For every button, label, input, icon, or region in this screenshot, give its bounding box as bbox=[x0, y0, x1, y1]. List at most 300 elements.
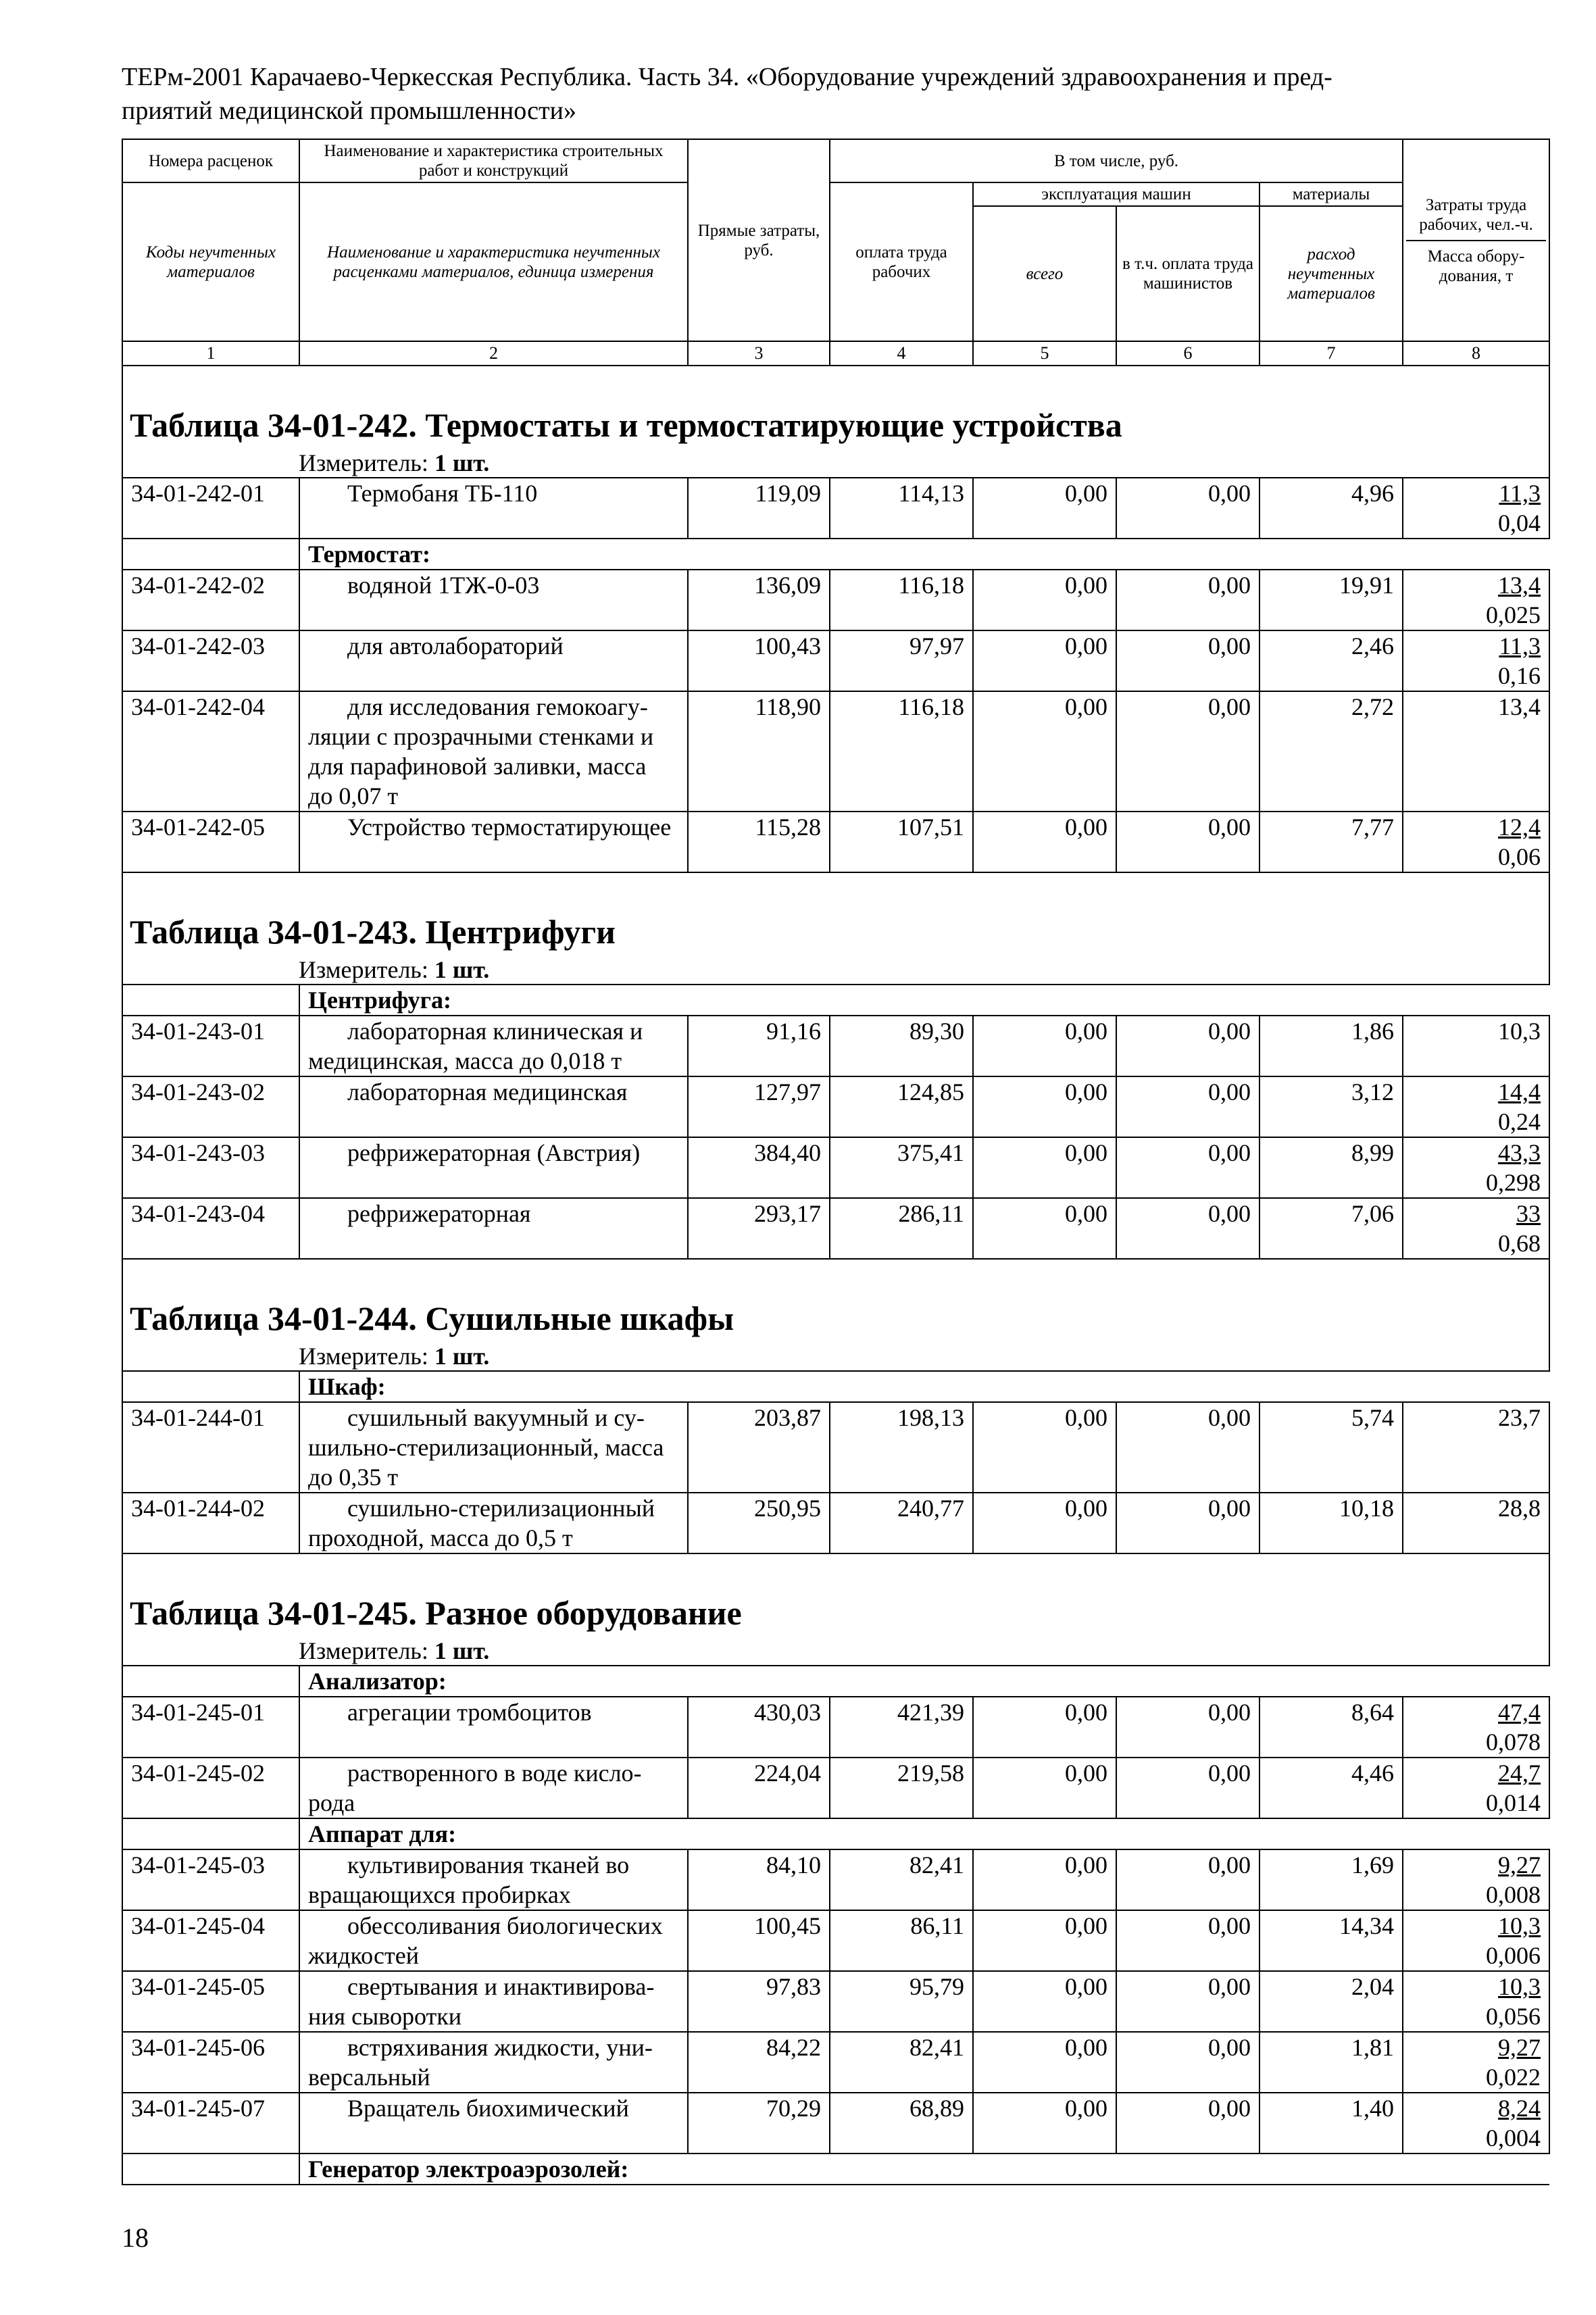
machine-cost: 0,00 bbox=[973, 478, 1116, 539]
col-header-labor-pay: оплата труда рабочих bbox=[830, 182, 973, 341]
rate-name-continuation: шильно-стерилизационный, масса bbox=[308, 1434, 664, 1461]
direct-cost: 118,90 bbox=[688, 691, 830, 812]
rate-name-line: встряхивания жидкости, уни- bbox=[347, 2034, 653, 2061]
table-gap bbox=[122, 1259, 1549, 1291]
machinist-pay: 0,00 bbox=[1116, 478, 1260, 539]
gap-cell bbox=[122, 1553, 1549, 1585]
rate-name-line: лабораторная клиническая и bbox=[347, 1018, 643, 1045]
rate-code: 34-01-245-05 bbox=[122, 1971, 299, 2032]
document-header-line-1: ТЕРм-2001 Карачаево-Черкесская Республика. Часть 34. «Оборудование учреждений здравоохранения и пред- bbox=[122, 63, 1332, 91]
rate-name-line: водяной 1ТЖ-0-03 bbox=[347, 572, 540, 599]
rate-name-continuation: жидкостей bbox=[308, 1942, 419, 1969]
measure-value: 1 шт. bbox=[434, 1637, 490, 1664]
machine-cost: 0,00 bbox=[973, 1076, 1116, 1137]
table-row bbox=[122, 1697, 1549, 1758]
rate-name bbox=[299, 1016, 688, 1076]
rate-code: 34-01-242-04 bbox=[122, 691, 299, 812]
table-title: Таблица 34-01-244. Сушильные шкафы bbox=[122, 1291, 1549, 1342]
direct-cost: 97,83 bbox=[688, 1971, 830, 2032]
rate-name-line: растворенного в воде кисло- bbox=[347, 1760, 642, 1787]
machine-cost: 0,00 bbox=[973, 812, 1116, 872]
table-row bbox=[122, 2032, 1549, 2093]
group-code-cell bbox=[122, 1666, 299, 1697]
labor-cost: 9,27 bbox=[1498, 1851, 1541, 1878]
rate-name bbox=[299, 1910, 688, 1971]
labor-cost: 10,3 bbox=[1498, 1973, 1541, 2000]
machinist-pay: 0,00 bbox=[1116, 1849, 1260, 1910]
col-number: 7 bbox=[1260, 341, 1403, 366]
gap-cell bbox=[122, 872, 1549, 904]
table-title-row bbox=[122, 1291, 1549, 1342]
col-header-direct: Прямые затраты, руб. bbox=[688, 139, 830, 341]
table-title-row bbox=[122, 1585, 1549, 1637]
materials-cost: 1,81 bbox=[1260, 2032, 1403, 2093]
machinist-pay: 0,00 bbox=[1116, 1137, 1260, 1198]
col-header-materials: материалы bbox=[1260, 182, 1403, 206]
labor-mass-cell bbox=[1403, 570, 1549, 630]
col-number: 5 bbox=[973, 341, 1116, 366]
materials-cost: 14,34 bbox=[1260, 1910, 1403, 1971]
equipment-mass: 0,056 bbox=[1486, 2003, 1541, 2030]
measure-label: Измеритель: bbox=[299, 956, 428, 983]
measure-cell bbox=[122, 955, 1549, 985]
rate-code: 34-01-243-04 bbox=[122, 1198, 299, 1259]
rate-name-continuation: медицинская, масса до 0,018 т bbox=[308, 1047, 622, 1074]
rate-name-line: сушильный вакуумный и су- bbox=[347, 1404, 645, 1431]
rate-name bbox=[299, 1198, 688, 1259]
group-code-cell bbox=[122, 985, 299, 1016]
materials-cost: 10,18 bbox=[1260, 1493, 1403, 1553]
rate-code: 34-01-245-06 bbox=[122, 2032, 299, 2093]
table-title: Таблица 34-01-243. Центрифуги bbox=[122, 904, 1549, 955]
machinist-pay: 0,00 bbox=[1116, 1076, 1260, 1137]
col-header-incl: В том числе, руб. bbox=[830, 139, 1403, 182]
materials-cost: 2,72 bbox=[1260, 691, 1403, 812]
machinist-pay: 0,00 bbox=[1116, 1402, 1260, 1493]
col-header-machinist-pay: в т.ч. оплата труда машинистов bbox=[1116, 206, 1260, 341]
machine-cost: 0,00 bbox=[973, 1697, 1116, 1758]
group-code-cell bbox=[122, 2154, 299, 2185]
materials-cost: 4,46 bbox=[1260, 1758, 1403, 1818]
direct-cost: 127,97 bbox=[688, 1076, 830, 1137]
col-header-name-top: Наименование и характеристика строительных работ и конструкций bbox=[299, 139, 688, 182]
equipment-mass: 0,006 bbox=[1486, 1942, 1541, 1969]
labor-cost: 23,7 bbox=[1498, 1404, 1541, 1431]
rate-name-line: Устройство термостатирующее bbox=[347, 814, 672, 841]
machinist-pay: 0,00 bbox=[1116, 2093, 1260, 2154]
labor-pay: 82,41 bbox=[830, 1849, 973, 1910]
direct-cost: 84,10 bbox=[688, 1849, 830, 1910]
gap-cell bbox=[122, 366, 1549, 397]
direct-cost: 100,43 bbox=[688, 630, 830, 691]
labor-mass-cell bbox=[1403, 1697, 1549, 1758]
labor-pay: 89,30 bbox=[830, 1016, 973, 1076]
labor-mass-cell bbox=[1403, 1849, 1549, 1910]
labor-mass-cell bbox=[1403, 1493, 1549, 1553]
labor-cost: 10,3 bbox=[1498, 1018, 1541, 1045]
col-header-machines: эксплуатация машин bbox=[973, 182, 1260, 206]
rate-name-line: агрегации тромбоцитов bbox=[347, 1699, 592, 1726]
rate-code: 34-01-244-02 bbox=[122, 1493, 299, 1553]
equipment-mass: 0,298 bbox=[1486, 1169, 1541, 1196]
col-number: 1 bbox=[122, 341, 299, 366]
group-heading: Аппарат для: bbox=[299, 1818, 1549, 1849]
labor-cost: 24,7 bbox=[1498, 1760, 1541, 1787]
rate-name bbox=[299, 630, 688, 691]
labor-mass-cell bbox=[1403, 691, 1549, 812]
group-heading-row bbox=[122, 1818, 1549, 1849]
direct-cost: 84,22 bbox=[688, 2032, 830, 2093]
rate-name bbox=[299, 1849, 688, 1910]
machine-cost: 0,00 bbox=[973, 1137, 1116, 1198]
equipment-mass: 0,078 bbox=[1486, 1728, 1541, 1756]
rate-code: 34-01-242-02 bbox=[122, 570, 299, 630]
materials-cost: 1,40 bbox=[1260, 2093, 1403, 2154]
materials-cost: 1,86 bbox=[1260, 1016, 1403, 1076]
col-header-codes-top: Номера расценок bbox=[122, 139, 299, 182]
rate-name bbox=[299, 1493, 688, 1553]
labor-mass-cell bbox=[1403, 1198, 1549, 1259]
direct-cost: 430,03 bbox=[688, 1697, 830, 1758]
table-title-row bbox=[122, 397, 1549, 449]
labor-cost: 33 bbox=[1516, 1200, 1541, 1227]
machine-cost: 0,00 bbox=[973, 1016, 1116, 1076]
equipment-mass: 0,022 bbox=[1486, 2064, 1541, 2091]
col-number: 4 bbox=[830, 341, 973, 366]
table-row bbox=[122, 691, 1549, 812]
materials-cost: 7,06 bbox=[1260, 1198, 1403, 1259]
rate-name-line: рефрижераторная bbox=[347, 1200, 531, 1227]
direct-cost: 115,28 bbox=[688, 812, 830, 872]
machine-cost: 0,00 bbox=[973, 630, 1116, 691]
rate-name-continuation: вращающихся пробирках bbox=[308, 1881, 571, 1908]
table-row bbox=[122, 1016, 1549, 1076]
rate-name-line: обессоливания биологических bbox=[347, 1912, 663, 1939]
rate-code: 34-01-243-02 bbox=[122, 1076, 299, 1137]
measure-value: 1 шт. bbox=[434, 449, 490, 476]
labor-mass-cell bbox=[1403, 630, 1549, 691]
labor-mass-cell bbox=[1403, 478, 1549, 539]
group-heading: Генератор электроаэрозолей: bbox=[299, 2154, 1549, 2185]
machine-cost: 0,00 bbox=[973, 570, 1116, 630]
labor-mass-cell bbox=[1403, 2093, 1549, 2154]
measure-value: 1 шт. bbox=[434, 956, 490, 983]
materials-cost: 8,64 bbox=[1260, 1697, 1403, 1758]
labor-mass-cell bbox=[1403, 1910, 1549, 1971]
machinist-pay: 0,00 bbox=[1116, 1697, 1260, 1758]
labor-cost: 43,3 bbox=[1498, 1139, 1541, 1166]
col-header-unaccounted: расход неучтенных материалов bbox=[1260, 206, 1403, 341]
table-gap bbox=[122, 872, 1549, 904]
table-row bbox=[122, 1910, 1549, 1971]
rate-name-continuation: для парафиновой заливки, масса bbox=[308, 753, 647, 780]
direct-cost: 384,40 bbox=[688, 1137, 830, 1198]
column-header-row-1 bbox=[122, 139, 1549, 182]
group-heading-row bbox=[122, 2154, 1549, 2185]
rate-name-continuation: до 0,07 т bbox=[308, 782, 399, 810]
rate-name-continuation: до 0,35 т bbox=[308, 1464, 399, 1491]
labor-mass-cell bbox=[1403, 1137, 1549, 1198]
labor-pay: 198,13 bbox=[830, 1402, 973, 1493]
equipment-mass: 0,68 bbox=[1498, 1230, 1541, 1257]
col-header-mass: Масса обору-дования, т bbox=[1427, 247, 1525, 285]
table-row bbox=[122, 1402, 1549, 1493]
equipment-mass: 0,014 bbox=[1486, 1789, 1541, 1816]
machinist-pay: 0,00 bbox=[1116, 630, 1260, 691]
rate-name bbox=[299, 812, 688, 872]
machine-cost: 0,00 bbox=[973, 1910, 1116, 1971]
labor-pay: 219,58 bbox=[830, 1758, 973, 1818]
labor-mass-cell bbox=[1403, 1402, 1549, 1493]
equipment-mass: 0,004 bbox=[1486, 2124, 1541, 2151]
materials-cost: 3,12 bbox=[1260, 1076, 1403, 1137]
rate-name bbox=[299, 1402, 688, 1493]
labor-cost: 11,3 bbox=[1499, 480, 1541, 507]
direct-cost: 293,17 bbox=[688, 1198, 830, 1259]
rate-code: 34-01-242-03 bbox=[122, 630, 299, 691]
machine-cost: 0,00 bbox=[973, 1402, 1116, 1493]
labor-pay: 116,18 bbox=[830, 570, 973, 630]
labor-cost: 11,3 bbox=[1499, 632, 1541, 659]
group-code-cell bbox=[122, 1818, 299, 1849]
direct-cost: 224,04 bbox=[688, 1758, 830, 1818]
labor-pay: 86,11 bbox=[830, 1910, 973, 1971]
rate-code: 34-01-245-01 bbox=[122, 1697, 299, 1758]
rate-name bbox=[299, 1697, 688, 1758]
rate-name bbox=[299, 1137, 688, 1198]
labor-mass-cell bbox=[1403, 2032, 1549, 2093]
rate-name-line: свертывания и инактивирова- bbox=[347, 1973, 655, 2000]
rate-name-line: Вращатель биохимический bbox=[347, 2095, 629, 2122]
machinist-pay: 0,00 bbox=[1116, 570, 1260, 630]
rate-code: 34-01-245-04 bbox=[122, 1910, 299, 1971]
labor-cost: 14,4 bbox=[1498, 1078, 1541, 1105]
labor-pay: 240,77 bbox=[830, 1493, 973, 1553]
labor-cost: 9,27 bbox=[1498, 2034, 1541, 2061]
table-row bbox=[122, 630, 1549, 691]
rate-name-line: для исследования гемокоагу- bbox=[347, 693, 648, 720]
labor-cost: 12,4 bbox=[1498, 814, 1541, 841]
measure-label: Измеритель: bbox=[299, 1637, 428, 1664]
table-row bbox=[122, 2093, 1549, 2154]
table-row bbox=[122, 478, 1549, 539]
machine-cost: 0,00 bbox=[973, 691, 1116, 812]
labor-pay: 68,89 bbox=[830, 2093, 973, 2154]
materials-cost: 7,77 bbox=[1260, 812, 1403, 872]
col-header-name-bottom: Наименование и характеристика неучтенных расценками материалов, единица измерения bbox=[299, 182, 688, 341]
direct-cost: 203,87 bbox=[688, 1402, 830, 1493]
table-row bbox=[122, 812, 1549, 872]
equipment-mass: 0,24 bbox=[1498, 1108, 1541, 1135]
rate-name bbox=[299, 570, 688, 630]
group-code-cell bbox=[122, 539, 299, 570]
col-number: 8 bbox=[1403, 341, 1549, 366]
rate-name-line: сушильно-стерилизационный bbox=[347, 1495, 655, 1522]
machinist-pay: 0,00 bbox=[1116, 1758, 1260, 1818]
rate-code: 34-01-243-01 bbox=[122, 1016, 299, 1076]
rate-name bbox=[299, 1076, 688, 1137]
labor-cost: 8,24 bbox=[1498, 2095, 1541, 2122]
col-number: 3 bbox=[688, 341, 830, 366]
rate-name-continuation: ляции с прозрачными стенками и bbox=[308, 723, 654, 750]
machine-cost: 0,00 bbox=[973, 1849, 1116, 1910]
labor-pay: 97,97 bbox=[830, 630, 973, 691]
col-header-machines-total: всего bbox=[973, 206, 1116, 341]
measure-row bbox=[122, 1342, 1549, 1371]
labor-cost: 13,4 bbox=[1498, 572, 1541, 599]
materials-cost: 2,04 bbox=[1260, 1971, 1403, 2032]
materials-cost: 19,91 bbox=[1260, 570, 1403, 630]
materials-cost: 1,69 bbox=[1260, 1849, 1403, 1910]
measure-cell bbox=[122, 1342, 1549, 1371]
col-header-codes-bottom: Коды неучтенных материалов bbox=[122, 182, 299, 341]
labor-pay: 286,11 bbox=[830, 1198, 973, 1259]
rate-code: 34-01-245-03 bbox=[122, 1849, 299, 1910]
measure-label: Измеритель: bbox=[299, 1343, 428, 1370]
col-header-labor-mass bbox=[1403, 139, 1549, 341]
rate-code: 34-01-243-03 bbox=[122, 1137, 299, 1198]
machine-cost: 0,00 bbox=[973, 1971, 1116, 2032]
col-header-labor-cost: Затраты труда рабочих, чел.-ч. bbox=[1406, 195, 1546, 241]
measure-label: Измеритель: bbox=[299, 449, 428, 476]
rate-name bbox=[299, 478, 688, 539]
column-number-row bbox=[122, 341, 1549, 366]
direct-cost: 100,45 bbox=[688, 1910, 830, 1971]
equipment-mass: 0,06 bbox=[1498, 843, 1541, 870]
equipment-mass: 0,025 bbox=[1486, 601, 1541, 628]
rate-name-line: лабораторная медицинская bbox=[347, 1078, 628, 1105]
direct-cost: 250,95 bbox=[688, 1493, 830, 1553]
rate-name bbox=[299, 1758, 688, 1818]
machinist-pay: 0,00 bbox=[1116, 2032, 1260, 2093]
machinist-pay: 0,00 bbox=[1116, 1910, 1260, 1971]
labor-pay: 421,39 bbox=[830, 1697, 973, 1758]
labor-cost: 28,8 bbox=[1498, 1495, 1541, 1522]
table-row bbox=[122, 1971, 1549, 2032]
labor-cost: 47,4 bbox=[1498, 1699, 1541, 1726]
rate-code: 34-01-242-01 bbox=[122, 478, 299, 539]
labor-cost: 13,4 bbox=[1498, 693, 1541, 720]
rate-code: 34-01-242-05 bbox=[122, 812, 299, 872]
equipment-mass: 0,008 bbox=[1486, 1881, 1541, 1908]
price-table bbox=[122, 139, 1550, 2185]
measure-value: 1 шт. bbox=[434, 1343, 490, 1370]
machinist-pay: 0,00 bbox=[1116, 1971, 1260, 2032]
measure-row bbox=[122, 955, 1549, 985]
equipment-mass: 0,04 bbox=[1498, 509, 1541, 537]
labor-mass-cell bbox=[1403, 812, 1549, 872]
group-heading: Анализатор: bbox=[299, 1666, 1549, 1697]
page-number: 18 bbox=[122, 2222, 149, 2253]
labor-mass-cell bbox=[1403, 1758, 1549, 1818]
rate-name-continuation: версальный bbox=[308, 2064, 430, 2091]
direct-cost: 136,09 bbox=[688, 570, 830, 630]
rate-code: 34-01-245-07 bbox=[122, 2093, 299, 2154]
labor-pay: 375,41 bbox=[830, 1137, 973, 1198]
labor-cost: 10,3 bbox=[1498, 1912, 1541, 1939]
machine-cost: 0,00 bbox=[973, 2032, 1116, 2093]
machine-cost: 0,00 bbox=[973, 1493, 1116, 1553]
rate-name-line: культивирования тканей во bbox=[347, 1851, 630, 1878]
group-heading: Термостат: bbox=[299, 539, 1549, 570]
labor-pay: 116,18 bbox=[830, 691, 973, 812]
gap-cell bbox=[122, 1259, 1549, 1291]
table-row bbox=[122, 1198, 1549, 1259]
labor-pay: 114,13 bbox=[830, 478, 973, 539]
labor-pay: 107,51 bbox=[830, 812, 973, 872]
rate-name-continuation: рода bbox=[308, 1789, 355, 1816]
machine-cost: 0,00 bbox=[973, 1758, 1116, 1818]
rate-name bbox=[299, 2032, 688, 2093]
group-heading-row bbox=[122, 1666, 1549, 1697]
table-row bbox=[122, 1758, 1549, 1818]
measure-cell bbox=[122, 1637, 1549, 1666]
group-code-cell bbox=[122, 1371, 299, 1402]
table-row bbox=[122, 570, 1549, 630]
table-row bbox=[122, 1493, 1549, 1553]
group-heading: Центрифуга: bbox=[299, 985, 1549, 1016]
group-heading-row bbox=[122, 539, 1549, 570]
labor-mass-cell bbox=[1403, 1016, 1549, 1076]
labor-pay: 82,41 bbox=[830, 2032, 973, 2093]
rate-name-line: для автолабораторий bbox=[347, 632, 564, 659]
col-number: 6 bbox=[1116, 341, 1260, 366]
labor-pay: 95,79 bbox=[830, 1971, 973, 2032]
col-number: 2 bbox=[299, 341, 688, 366]
table-title: Таблица 34-01-245. Разное оборудование bbox=[122, 1585, 1549, 1637]
group-heading-row bbox=[122, 1371, 1549, 1402]
materials-cost: 5,74 bbox=[1260, 1402, 1403, 1493]
direct-cost: 91,16 bbox=[688, 1016, 830, 1076]
materials-cost: 2,46 bbox=[1260, 630, 1403, 691]
direct-cost: 119,09 bbox=[688, 478, 830, 539]
rate-name-line: Термобаня ТБ-110 bbox=[347, 480, 538, 507]
materials-cost: 8,99 bbox=[1260, 1137, 1403, 1198]
machine-cost: 0,00 bbox=[973, 1198, 1116, 1259]
table-row bbox=[122, 1137, 1549, 1198]
rate-name bbox=[299, 691, 688, 812]
document-header-line-2: приятий медицинской промышленности» bbox=[122, 97, 576, 125]
table-gap bbox=[122, 1553, 1549, 1585]
rate-name-line: рефрижераторная (Австрия) bbox=[347, 1139, 641, 1166]
machine-cost: 0,00 bbox=[973, 2093, 1116, 2154]
rate-code: 34-01-244-01 bbox=[122, 1402, 299, 1493]
measure-row bbox=[122, 1637, 1549, 1666]
column-header-row-2 bbox=[122, 182, 1549, 206]
rate-name-continuation: ния сыворотки bbox=[308, 2003, 462, 2030]
measure-row bbox=[122, 449, 1549, 478]
table-row bbox=[122, 1849, 1549, 1910]
machinist-pay: 0,00 bbox=[1116, 812, 1260, 872]
table-title-row bbox=[122, 904, 1549, 955]
rate-name bbox=[299, 2093, 688, 2154]
equipment-mass: 0,16 bbox=[1498, 662, 1541, 689]
machinist-pay: 0,00 bbox=[1116, 1016, 1260, 1076]
labor-pay: 124,85 bbox=[830, 1076, 973, 1137]
machinist-pay: 0,00 bbox=[1116, 1198, 1260, 1259]
group-heading-row bbox=[122, 985, 1549, 1016]
materials-cost: 4,96 bbox=[1260, 478, 1403, 539]
table-row bbox=[122, 1076, 1549, 1137]
direct-cost: 70,29 bbox=[688, 2093, 830, 2154]
machinist-pay: 0,00 bbox=[1116, 691, 1260, 812]
table-gap bbox=[122, 366, 1549, 397]
group-heading: Шкаф: bbox=[299, 1371, 1549, 1402]
rate-name-continuation: проходной, масса до 0,5 т bbox=[308, 1524, 573, 1551]
rate-code: 34-01-245-02 bbox=[122, 1758, 299, 1818]
labor-mass-cell bbox=[1403, 1971, 1549, 2032]
table-title: Таблица 34-01-242. Термостаты и термостатирующие устройства bbox=[122, 397, 1549, 449]
